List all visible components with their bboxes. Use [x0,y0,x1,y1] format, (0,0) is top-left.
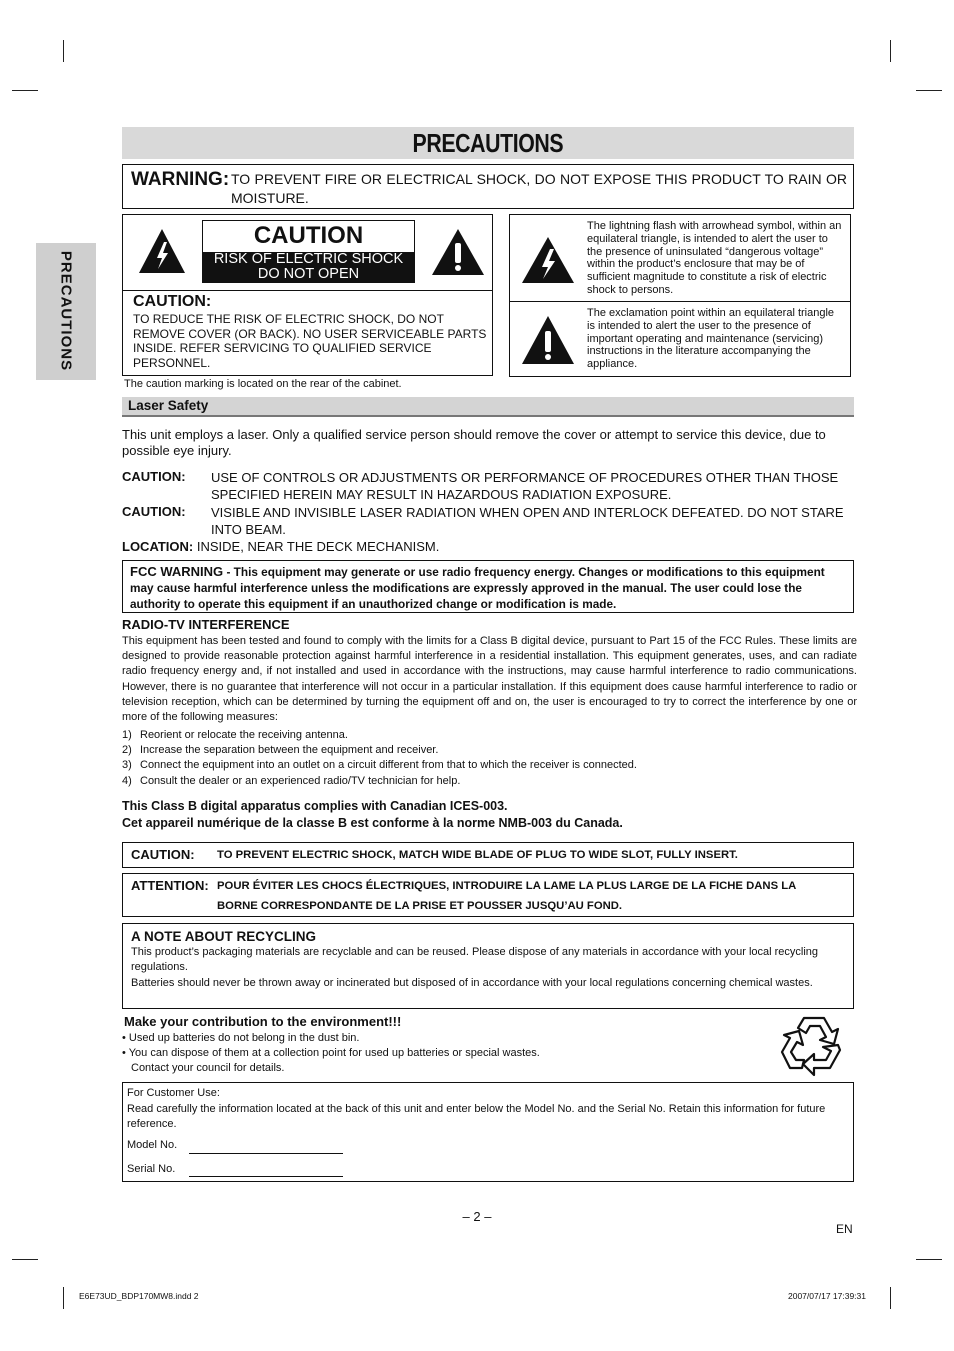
list-item [122,758,637,773]
lightning-symbol-icon [521,236,575,284]
crop-mark [916,1259,942,1260]
laser-location [122,539,439,555]
page-title-bar [122,127,854,159]
list-item-text: Increase the separation between the equipment and receiver. [140,744,439,757]
list-item [122,728,637,743]
page-number: – 2 – [462,1209,492,1224]
caution-heading: CAUTION [253,222,364,249]
caution-label-box [122,214,493,376]
laser-caution-label: CAUTION: [122,469,186,484]
page-title: PRECAUTIONS [412,128,564,158]
customer-text-block [127,1086,851,1133]
laser-safety-heading: Laser Safety [128,398,209,413]
list-item [122,774,637,789]
attention-box [122,873,854,917]
recycling-text-2: Batteries should never be thrown away or incinerated but disposed of in accordance with your local regulations concerning chemical wastes. [131,977,813,989]
fcc-heading: FCC WARNING [130,564,224,579]
crop-mark [12,90,38,91]
list-item-number: 2) [122,744,132,757]
laser-intro: This unit employs a laser. Only a qualified service person should remove the cover or attempt to service this device, due to possible eye injury. [122,427,826,458]
plug-caution-label: CAUTION: [131,847,195,862]
fcc-warning-box [122,560,854,613]
attention-line1: POUR ÉVITER LES CHOCS ÉLECTRIQUES, INTRODUIRE LA LAME LA PLUS LARGE DE LA FICHE DANS LA [217,880,797,892]
section-side-tab [36,243,96,380]
customer-heading: For Customer Use: [127,1087,220,1099]
list-item [122,743,637,758]
divider [510,301,850,302]
laser-caution-1: USE OF CONTROLS OR ADJUSTMENTS OR PERFORMANCE OF PROCEDURES OTHER THAN THOSE SPECIFIED HEREIN MAY RESULT IN HAZARDOUS RADIATION EXPOSURE. [211,470,839,502]
divider [123,290,492,291]
customer-text: Read carefully the information located at the back of this unit and enter below the Model No. and the Serial No. Retain this information for future reference. [127,1102,826,1131]
caution-band-line2: DO NOT OPEN [257,266,360,282]
attention-label: ATTENTION: [131,878,209,893]
fcc-text: - This equipment may generate or use radio frequency energy. Changes or modifications to this equipment may cause harmful interference unless the modifications are expressly approved in the manual. The user could lose the authority to operate this equipment if an unauthorized change or modification is made. [130,565,825,611]
recycling-text-1: This product’s packaging materials are recyclable and can be reused. Please dispose of any materials in accordance with your local recycling regulations. [131,946,819,974]
serial-number-label: Serial No. [127,1163,176,1175]
lightning-symbol-text: The lightning flash with arrowhead symbol, within an equilateral triangle, is intended to alert the user to the presence of uninsulated “dangerous voltage” within the product’s enclosure that may be of sufficient magnitude to constitute a risk of electric shock to persons. [587,220,842,296]
exclamation-symbol-icon [521,315,575,365]
radio-tv-text: This equipment has been tested and found to comply with the limits for a Class B digital device, pursuant to Part 15 of the FCC Rules. These limits are designed to provide reasonable protection against harmful interference in a residential installation. This equipment generates, uses, and can radiate radio frequency energy and, if not installed and used in accordance with the instructions, may cause harmful interference to radio communications. However, there is no guarantee that interference will not occur in a particular installation. If this equipment does cause harmful interference to radio or television reception, which can be determined by turning the equipment off and on, the user is encouraged to try to correct the interference by one or more of the following measures: [122,635,857,724]
crop-mark [63,40,64,62]
exclamation-symbol-text: The exclamation point within an equilateral triangle is intended to alert the user to the presence of important operating and maintenance (servicing) instructions in the literature accompanying the appliance. [587,307,835,371]
measures-list [122,728,637,789]
crop-mark [12,1259,38,1260]
attention-line2: BORNE CORRESPONDANTE DE LA PRISE ET POUSSER JUSQU’AU FOND. [217,900,623,912]
list-item-number: 3) [122,759,132,772]
laser-safety-bar [122,397,854,417]
radio-tv-heading: RADIO-TV INTERFERENCE [122,617,290,632]
plug-caution-text: TO PREVENT ELECTRIC SHOCK, MATCH WIDE BLADE OF PLUG TO WIDE SLOT, FULLY INSERT. [217,849,738,861]
crop-mark [916,90,942,91]
canada-en: This Class B digital apparatus complies with Canadian ICES-003. [122,799,508,813]
side-tab-label: PRECAUTIONS [57,250,75,372]
list-item-number: 1) [122,729,132,741]
list-item-text: Consult the dealer or an experienced radio/TV technician for help. [140,774,461,787]
list-item-number: 4) [122,774,132,787]
recycling-heading: A NOTE ABOUT RECYCLING [131,929,316,944]
symbols-box [509,214,851,377]
warning-label: WARNING: [131,169,230,190]
language-code: EN [836,1222,853,1236]
list-item: • Used up batteries do not belong in the dust bin. [122,1032,360,1044]
customer-use-box [122,1082,854,1182]
footer-timestamp: 2007/07/17 17:39:31 [788,1291,866,1301]
list-item-text: Reorient or relocate the receiving antenna. [140,729,348,741]
list-item: • You can dispose of them at a collection point for used up batteries or special wastes. [122,1047,540,1060]
recycle-icon [780,1012,850,1078]
caution-marking-note: The caution marking is located on the rear of the cabinet. [124,378,402,390]
crop-mark [63,1287,64,1309]
crop-mark [890,40,891,62]
crop-mark [890,1287,891,1309]
exclamation-warning-icon [431,228,485,276]
serial-number-field[interactable] [189,1176,343,1177]
model-number-label: Model No. [127,1139,178,1151]
location-text: INSIDE, NEAR THE DECK MECHANISM. [196,539,440,554]
location-label: LOCATION: [122,539,194,554]
caution-band-line1: RISK OF ELECTRIC SHOCK [213,251,404,267]
warning-text: TO PREVENT FIRE OR ELECTRICAL SHOCK, DO NOT EXPOSE THIS PRODUCT TO RAIN OR MOISTURE. [231,171,847,206]
environment-list [122,1031,540,1077]
canada-fr: Cet appareil numérique de la classe B est conforme à la norme NMB-003 du Canada. [122,816,623,830]
lightning-warning-icon [138,228,186,274]
caution-subheading: CAUTION: [133,293,212,310]
environment-heading: Make your contribution to the environment!!! [124,1014,402,1029]
plug-caution-box [122,842,854,868]
caution-band [203,252,414,282]
laser-caution-label: CAUTION: [122,504,186,519]
footer-file-name: E6E73UD_BDP170MW8.indd 2 [79,1291,199,1301]
model-number-field[interactable] [189,1153,343,1154]
list-item-text: Connect the equipment into an outlet on a circuit different from that to which the receiver is connected. [140,759,637,772]
canada-compliance [122,798,623,832]
caution-header [202,220,415,283]
recycling-box [122,923,854,1009]
caution-text: TO REDUCE THE RISK OF ELECTRIC SHOCK, DO NOT REMOVE COVER (OR BACK). NO USER SERVICEABLE PARTS INSIDE. REFER SERVICING TO QUALIFIED SERVICE PERSONNEL. [133,312,487,370]
laser-caution-2: VISIBLE AND INVISIBLE LASER RADIATION WHEN OPEN AND INTERLOCK DEFEATED. DO NOT STARE INTO BEAM. [211,505,844,537]
list-item: Contact your council for details. [131,1062,285,1075]
warning-box [122,164,854,209]
